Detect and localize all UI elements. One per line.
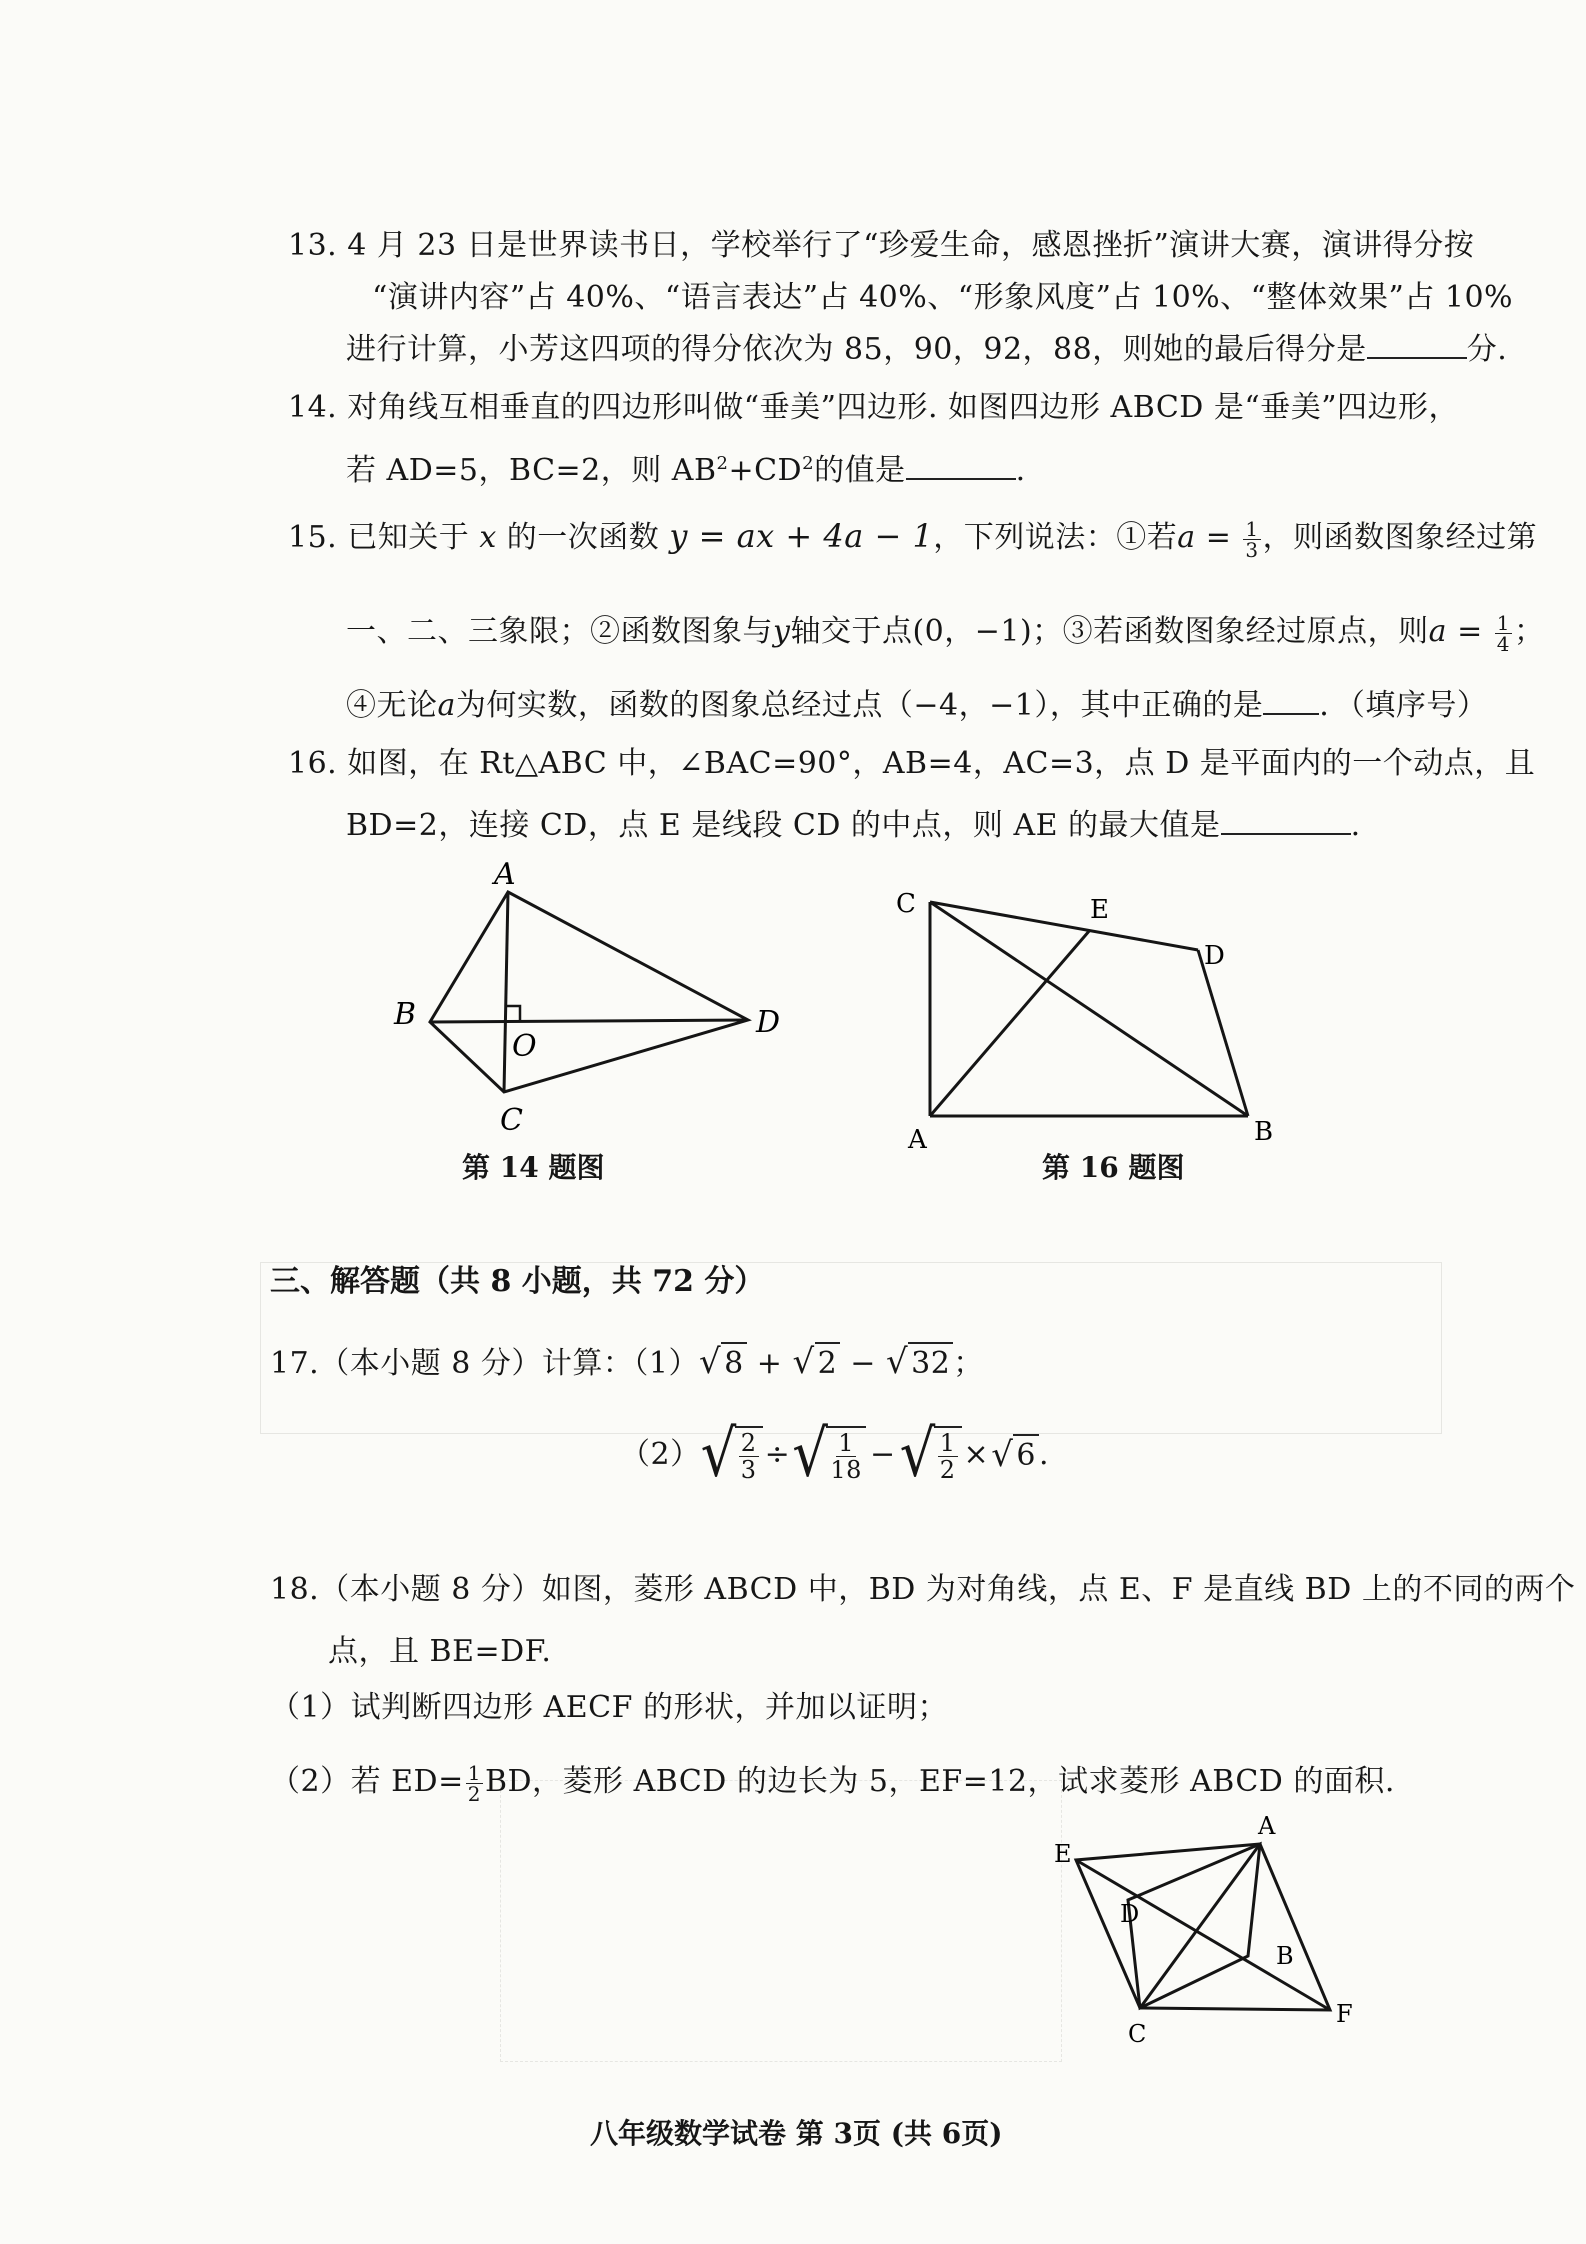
label-d: D	[756, 1005, 781, 1040]
question-number: 15.	[288, 520, 338, 555]
label-o: O	[512, 1029, 537, 1064]
math-operator: ×	[963, 1436, 990, 1472]
answer-blank[interactable]	[1263, 687, 1319, 715]
label-a: A	[908, 1125, 927, 1155]
math-operator: −	[869, 1436, 896, 1472]
question-text: 一、二、三象限；②函数图象与	[346, 614, 773, 649]
math-variable: a	[1177, 520, 1196, 555]
label-f: F	[1336, 2000, 1353, 2028]
question-18-part-2	[270, 1762, 1395, 1804]
sqrt-symbol: √	[698, 1342, 722, 1382]
label-d: D	[1120, 1900, 1140, 1928]
question-text: （本小题 8 分）计算：（1）	[319, 1346, 699, 1381]
answer-blank[interactable]	[1367, 331, 1467, 359]
question-text: 对角线互相垂直的四边形叫做“垂美”四边形. 如图四边形 ABCD 是“垂美”四边形，	[347, 390, 1460, 425]
label-e: E	[1090, 895, 1109, 925]
label-e: E	[1054, 1840, 1072, 1868]
label-b: B	[394, 997, 417, 1032]
figure-16-caption: 第 16 题图	[1042, 1151, 1185, 1184]
question-text: .	[1350, 808, 1361, 843]
segment-cd	[930, 902, 1198, 950]
question-text: （2）	[620, 1436, 701, 1472]
question-text: ，下列说法：①若	[933, 520, 1178, 555]
question-text: 进行计算，小芳这四项的得分依次为 85，90，92，88，则她的最后得分是	[346, 332, 1367, 367]
sqrt-fraction: √ 1 18	[792, 1426, 866, 1483]
superscript: 2	[802, 453, 815, 474]
sqrt-symbol: √	[885, 1342, 909, 1382]
fraction: $\frac{1}{2}$	[467, 1760, 481, 1806]
question-text: 如图，在 Rt△ABC 中，∠BAC=90°，AB=4，AC=3，点 D 是平面内的一个动点，且	[347, 746, 1536, 781]
segment-ae	[930, 930, 1090, 1116]
label-a: A	[1258, 1812, 1276, 1840]
question-text: 为何实数，函数的图象总经过点（−4，−1），其中正确的是	[455, 688, 1264, 723]
superscript: 2	[716, 453, 729, 474]
math-operator: =	[1447, 614, 1493, 649]
label-d: D	[1204, 941, 1225, 971]
question-text: 点，且 BE=DF.	[328, 1634, 552, 1669]
question-text: （1）试判断四边形 AECF 的形状，并加以证明；	[270, 1690, 948, 1725]
label-c: C	[1128, 2020, 1147, 2048]
question-text: 的一次函数	[506, 520, 660, 555]
math-variable: a	[1428, 614, 1448, 649]
question-text: ．（填序号）	[1319, 688, 1488, 723]
label-a: A	[494, 857, 516, 892]
answer-blank[interactable]	[1221, 807, 1351, 835]
question-18-line-2	[328, 1632, 551, 1672]
label-c: C	[500, 1103, 523, 1138]
question-text: 轴交于点(0，−1)；③若函数图象经过原点，则	[790, 614, 1429, 649]
segment-db	[1198, 950, 1248, 1116]
math-variable: y	[773, 614, 791, 649]
question-number: 13.	[288, 228, 338, 263]
diagonal-bd	[430, 1020, 748, 1022]
question-number: 16.	[288, 746, 338, 781]
math-operator: +	[746, 1346, 793, 1381]
question-14	[288, 388, 1459, 428]
page-footer: 八年级数学试卷 第 3页 (共 6页)	[590, 2117, 1003, 2150]
math-operator: −	[840, 1346, 886, 1381]
question-text: 已知关于	[347, 520, 470, 555]
radicand: 2	[815, 1342, 841, 1384]
fraction: $\frac{1}{4}$	[1496, 610, 1511, 656]
sqrt-fraction: √ 2 3	[701, 1426, 763, 1483]
question-text: ；	[953, 1346, 984, 1381]
diagonal-ac	[504, 892, 508, 1092]
question-16	[288, 744, 1535, 784]
question-15-line-2	[346, 612, 1545, 654]
math-operator: =	[1195, 520, 1242, 555]
math-variable: a	[437, 688, 456, 723]
question-text: “演讲内容”占 40%、“语言表达”占 40%、“形象风度”占 10%、“整体效果”占 10%	[372, 280, 1514, 315]
section-3-heading: 三、解答题（共 8 小题，共 72 分）	[270, 1264, 765, 1299]
question-text: 若 AD=5，BC=2，则 AB	[346, 453, 717, 488]
sqrt-symbol: √	[991, 1434, 1014, 1475]
question-16-line-2	[346, 806, 1361, 846]
question-text: .	[1015, 453, 1026, 488]
question-18	[270, 1570, 1575, 1610]
question-14-line-2	[346, 444, 1026, 491]
question-text: ，则函数图象经过第	[1262, 520, 1538, 555]
question-text: BD，菱形 ABCD 的边长为 5，EF=12，试求菱形 ABCD 的面积.	[484, 1764, 1395, 1799]
diagonal-ef	[1076, 1860, 1330, 2010]
question-text: 分.	[1466, 332, 1508, 367]
question-number: 14.	[288, 390, 338, 425]
answer-blank[interactable]	[906, 452, 1016, 480]
question-number: 18.	[270, 1572, 320, 1607]
bleed-through-grid	[500, 1780, 1062, 2062]
right-angle-mark	[506, 1006, 520, 1021]
figure-14	[390, 857, 810, 1150]
question-number: 17.	[270, 1346, 320, 1381]
question-text: ；	[1514, 614, 1545, 649]
label-b: B	[1276, 1942, 1294, 1970]
question-15-line-3	[346, 686, 1487, 726]
question-15	[288, 516, 1537, 560]
question-text: （本小题 8 分）如图，菱形 ABCD 中，BD 为对角线，点 E、F 是直线 BD 上的不同的两个	[319, 1572, 1576, 1607]
question-text: .	[1038, 1436, 1049, 1472]
fraction: $\frac{1}{3}$	[1245, 516, 1259, 562]
question-text: （2）若 ED=	[270, 1764, 464, 1799]
question-text: +CD	[728, 453, 803, 488]
question-17-part-2	[620, 1416, 1049, 1492]
figure-18	[1040, 1810, 1353, 2050]
radicand: 8	[721, 1342, 747, 1384]
question-13	[288, 226, 1474, 266]
question-18-part-1	[270, 1688, 948, 1728]
math-function: y = ax + 4a − 1	[669, 517, 934, 555]
question-13-line-2	[372, 278, 1513, 318]
quadrilateral-abcd	[430, 892, 748, 1092]
radicand: 6	[1013, 1434, 1039, 1476]
sqrt-fraction: √ 1 2	[900, 1426, 962, 1483]
segment-cb	[930, 902, 1248, 1116]
figure-16	[890, 880, 1290, 1155]
question-text: BD=2，连接 CD，点 E 是线段 CD 的中点，则 AE 的最大值是	[346, 808, 1221, 843]
question-13-line-3	[346, 330, 1507, 370]
question-17	[270, 1342, 984, 1384]
question-text: ④无论	[346, 688, 438, 723]
sqrt-symbol: √	[792, 1342, 815, 1382]
question-text: 的值是	[814, 453, 906, 488]
figure-14-caption: 第 14 题图	[462, 1151, 605, 1184]
math-operator: ÷	[764, 1436, 791, 1472]
question-text: 4 月 23 日是世界读书日，学校举行了“珍爱生命，感恩挫折”演讲大赛，演讲得分按	[347, 228, 1475, 263]
math-variable: x	[479, 520, 497, 555]
label-b: B	[1254, 1117, 1274, 1147]
label-c: C	[896, 889, 916, 919]
radicand: 32	[908, 1342, 953, 1384]
